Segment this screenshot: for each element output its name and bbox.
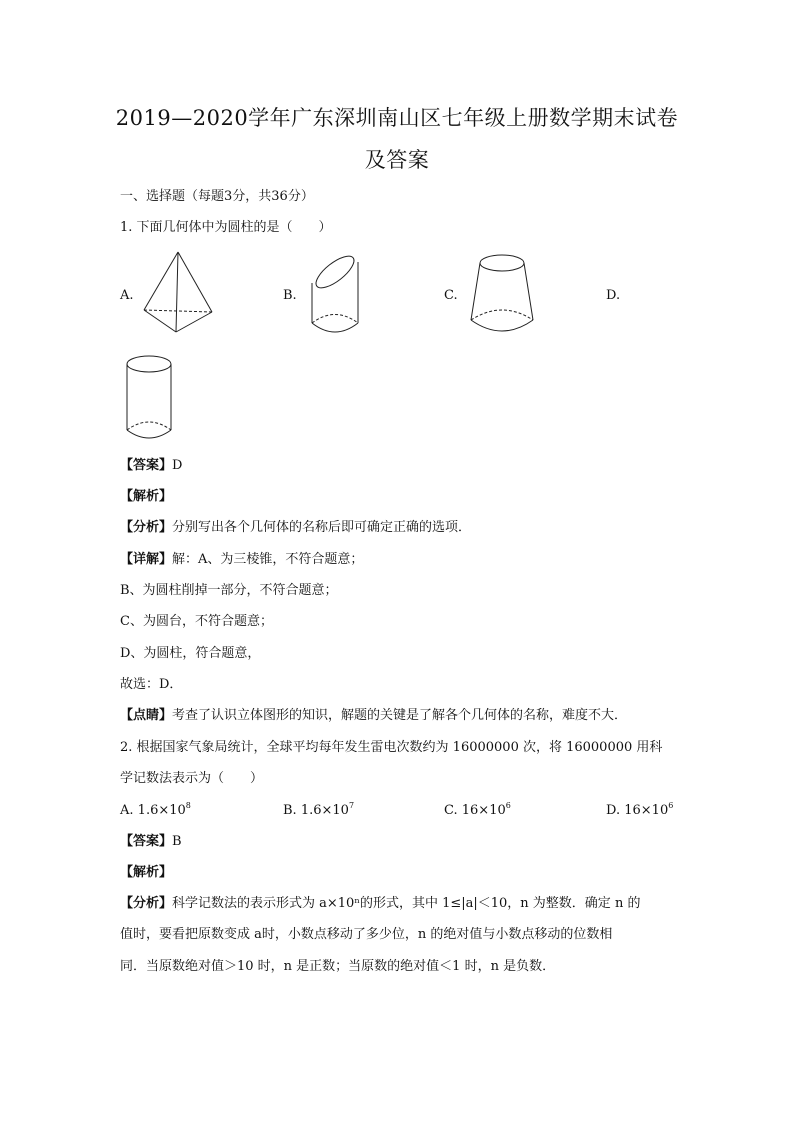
q1-option-a-label: A.	[120, 288, 134, 303]
q2-option-a	[120, 801, 191, 818]
q2-stem: 2. 根据国家气象局统计，全球平均每年发生雷电次数约为 16000000 次，将 16000000 用科	[120, 740, 663, 755]
q2-answer	[120, 835, 182, 848]
exam-title: 2019—2020学年广东深圳南山区七年级上册数学期末试卷	[115, 106, 679, 130]
fenxi-line: 科学记数法的表示形式为 a×10ⁿ的形式，其中 1≤|a|＜10，n 为整数．确定 n 的	[172, 896, 641, 911]
q1-analysis-label: 【解析】	[120, 489, 173, 504]
answer-label: 【答案】	[120, 458, 173, 473]
option-base: 1.6×10	[137, 803, 186, 818]
q1-option-d-label: D.	[606, 288, 621, 303]
option-base: 16×10	[624, 803, 669, 818]
detail-line: B、为圆柱削掉一部分，不符合题意；	[120, 583, 338, 598]
q1-answer	[120, 459, 182, 472]
fenxi-text: 分别写出各个几何体的名称后即可确定正确的选项．	[172, 520, 472, 535]
fenxi-label: 【分析】	[120, 520, 173, 535]
q2-option-b	[283, 801, 355, 818]
section-heading: 一、选择题（每题3分，共36分）	[120, 189, 314, 204]
q2-option-c	[444, 801, 511, 818]
q1-fenxi	[120, 521, 471, 534]
fenxi-line: 值时，要看把原数变成 a时，小数点移动了多少位，n 的绝对值与小数点移动的位数相	[120, 927, 613, 942]
answer-label: 【答案】	[120, 834, 173, 849]
detail-label: 【详解】	[120, 552, 173, 567]
exam-title-continued: 及答案	[364, 148, 430, 172]
q1-stem: 1. 下面几何体中为圆柱的是（ ）	[120, 220, 332, 235]
detail-line: C、为圆台，不符合题意；	[120, 614, 273, 629]
answer-value: D	[172, 458, 183, 473]
option-exponent: 8	[185, 801, 191, 810]
option-base: 16×10	[461, 803, 506, 818]
fenxi-line: 同．当原数绝对值＞10 时，n 是正数；当原数的绝对值＜1 时，n 是负数．	[120, 959, 556, 974]
option-exponent: 6	[668, 801, 674, 810]
q1-dianjing	[120, 709, 627, 722]
dianjing-label: 【点睛】	[120, 708, 173, 723]
q2-stem-continued: 学记数法表示为（ ）	[120, 771, 264, 786]
option-letter: C.	[444, 803, 458, 818]
detail-line: D、为圆柱，符合题意，	[120, 646, 261, 661]
q1-detail	[120, 553, 363, 566]
pyramid-shape	[140, 250, 220, 340]
q1-option-b-label: B.	[283, 288, 297, 303]
q2-analysis-label: 【解析】	[120, 865, 173, 880]
detail-line: 解：A、为三棱锥，不符合题意；	[172, 552, 364, 567]
option-base: 1.6×10	[300, 803, 349, 818]
option-letter: D.	[606, 803, 621, 818]
q2-option-d	[606, 801, 674, 818]
option-letter: B.	[283, 803, 297, 818]
answer-value: B	[172, 834, 182, 849]
option-exponent: 6	[505, 801, 511, 810]
frustum-shape	[468, 252, 536, 336]
option-letter: A.	[120, 803, 134, 818]
detail-line: 故选：D．	[120, 677, 183, 692]
option-exponent: 7	[348, 801, 355, 810]
cut-cylinder-shape	[308, 250, 364, 336]
q2-fenxi	[120, 897, 640, 910]
fenxi-label: 【分析】	[120, 896, 173, 911]
dianjing-text: 考查了认识立体图形的知识，解题的关键是了解各个几何体的名称，难度不大．	[172, 708, 628, 723]
q1-option-c-label: C.	[444, 288, 458, 303]
cylinder-shape	[124, 353, 174, 441]
